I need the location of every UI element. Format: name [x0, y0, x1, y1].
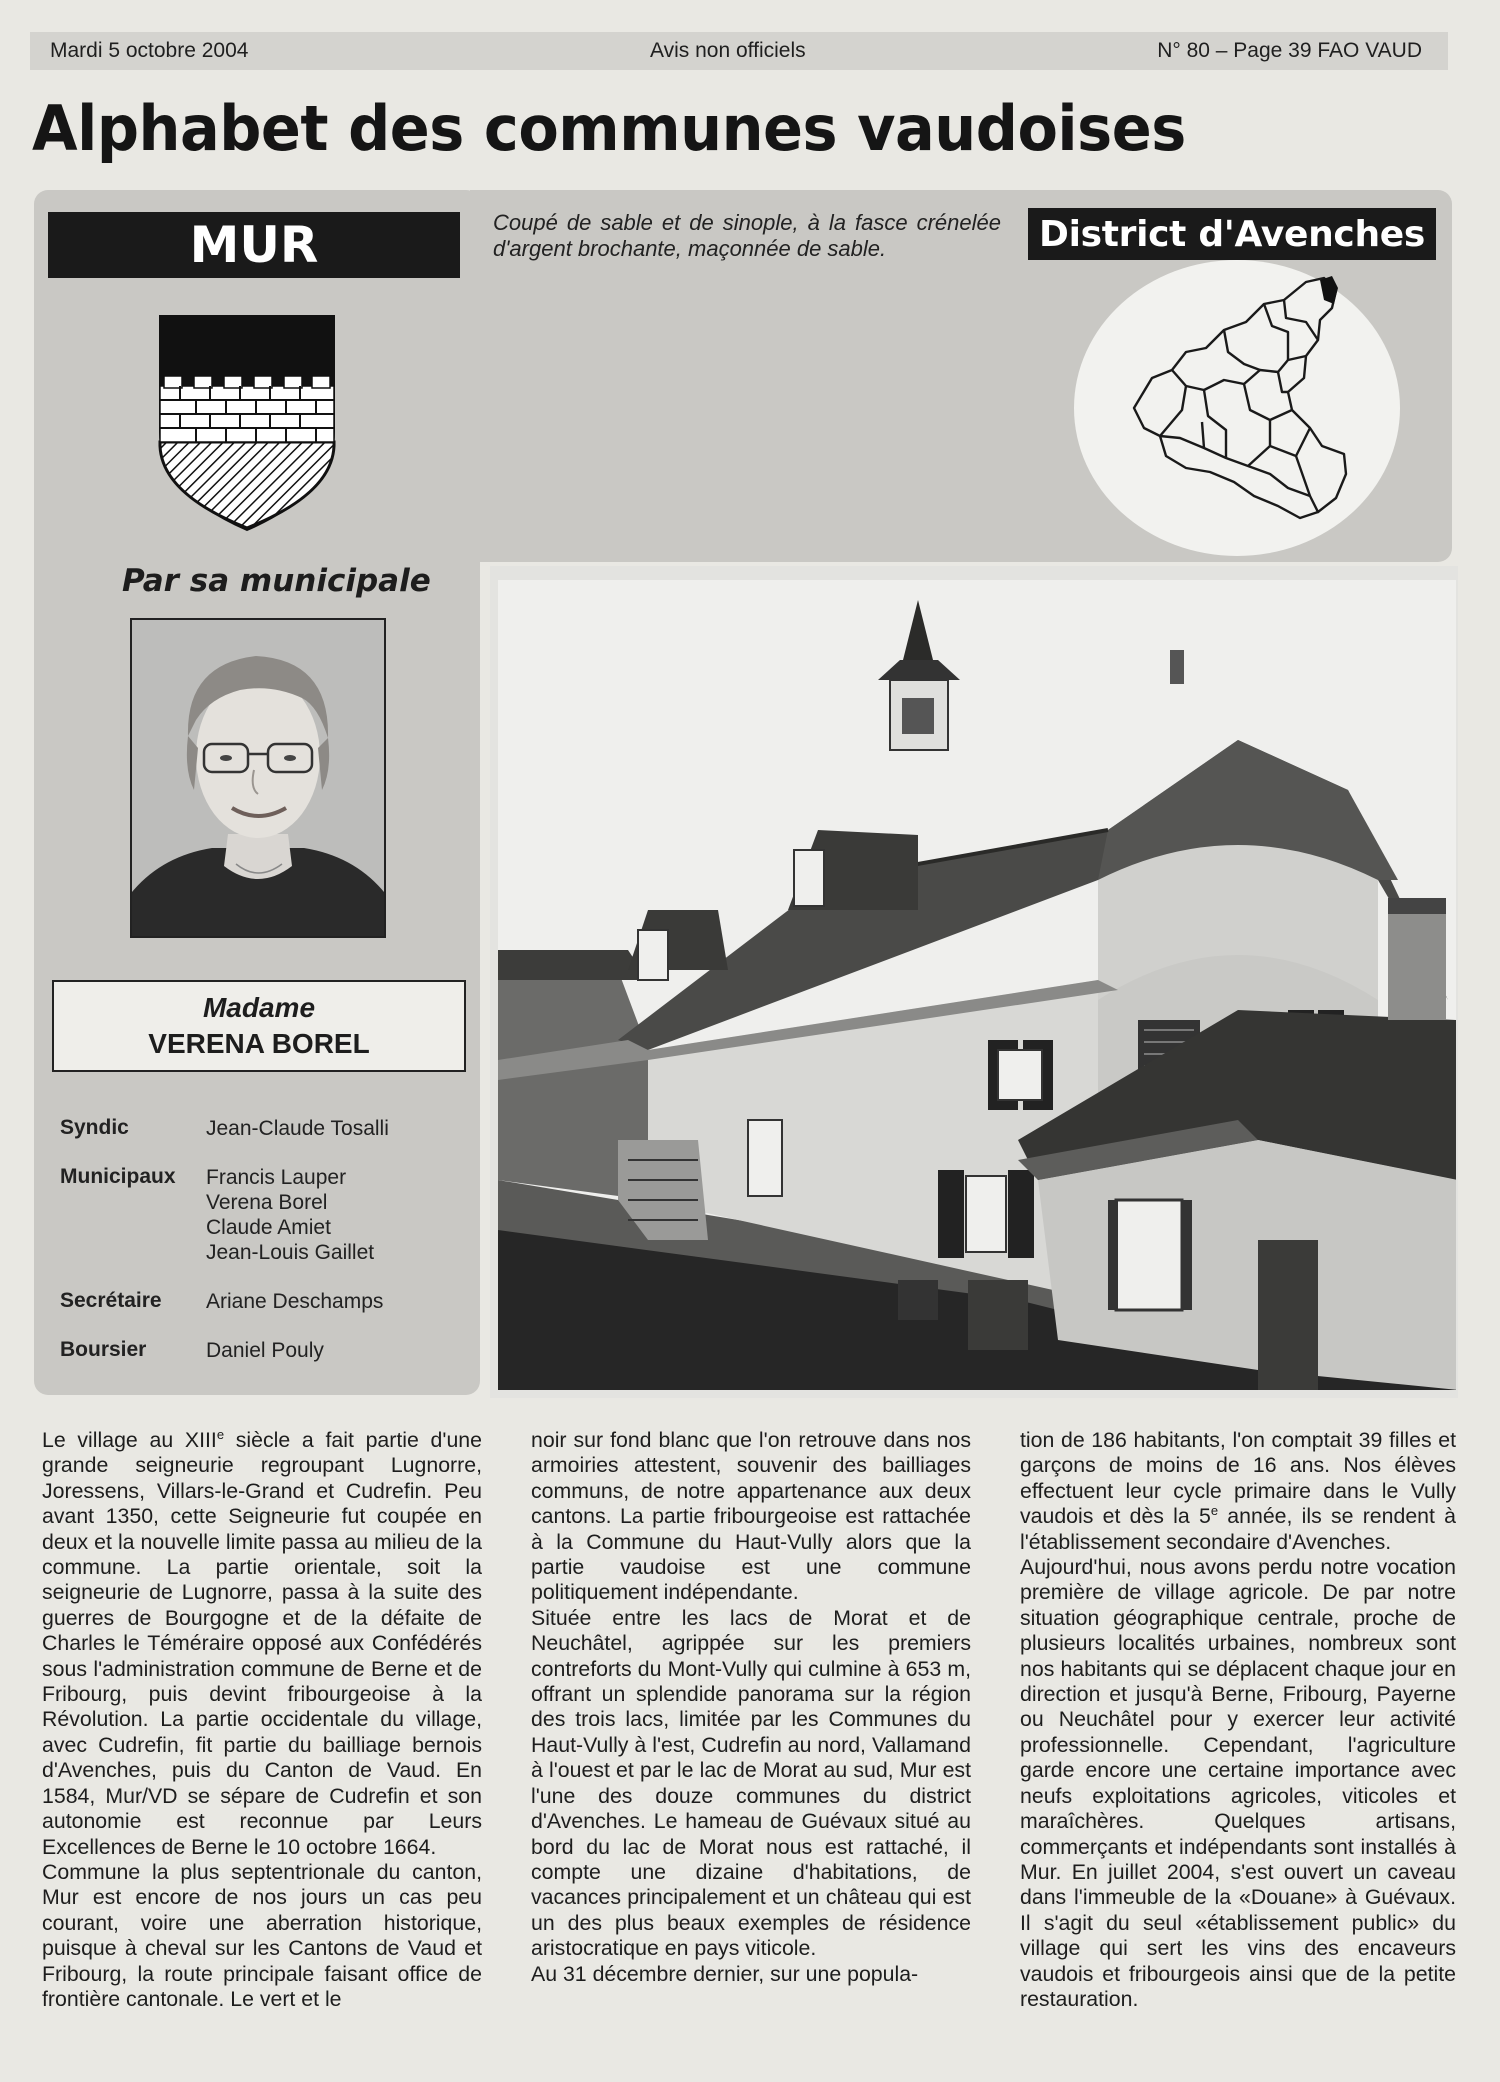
article-column-1 [42, 1428, 482, 2012]
role-boursier [60, 1338, 470, 1363]
role-label: Municipaux [60, 1165, 176, 1188]
blazon-text: Coupé de sable et de sinople, à la fasce crénelée d'argent brochante, maçonnée de sable. [493, 210, 1001, 261]
header-bar [30, 32, 1448, 70]
portrait-photo [130, 618, 386, 938]
article-paragraph: noir sur fond blanc que l'on retrouve dans nos armoiries attestent, souvenir des bailliages communs, de notre appartenance aux deux cantons. La partie fribourgeoise est rattachée à la Commune du Haut-Vully alors que la partie vaudoise est une commune politiquement indépendante. [531, 1428, 971, 1605]
article-paragraph: Le village au XIIIe siècle a fait partie d'une grande seigneurie regroupant Lugnorre, Joressens, Villars-le-Grand et Cudrefin. Peu avant 1350, cette Seigneurie fut coupée en deux et la nouvelle limite passa au milieu de la commune. La partie orientale, soit la seigneurie de Lugnorre, passa à la suite des guerres de Bourgogne et de la défaite de Charles le Téméraire opposé aux Confédérés sous l'administration commune de Berne et de Fribourg, puis devint fribourgeoise à la Révolution. La partie occidentale du village, avec Cudrefin, fit partie du bailliage bernois d'Avenches, puis du Canton de Vaud. En 1584, Mur/VD se sépare de Cudrefin et son autonomie est reconnue par Leurs Excellences de Berne le 10 octobre 1664. [42, 1426, 482, 1859]
woman-portrait-icon [132, 620, 384, 936]
issue-date: Mardi 5 octobre 2004 [50, 39, 249, 62]
role-name: Verena Borel [206, 1191, 328, 1214]
section-label: Avis non officiels [650, 39, 806, 62]
role-label: Syndic [60, 1116, 129, 1139]
coat-of-arms-icon [158, 314, 336, 532]
article-paragraph: Commune la plus septentrionale du canton, Mur est encore de nos jours un cas peu courant, voire une aberration historique, puisque à cheval sur les Cantons de Vaud et Fribourg, la route principale faisant office de frontière cantonale. Le vert et le [42, 1859, 482, 2011]
name-full: VERENA BOREL [148, 1028, 370, 1059]
page-title: Alphabet des communes vaudoises [32, 92, 1186, 165]
role-name: Ariane Deschamps [206, 1290, 384, 1313]
role-label: Boursier [60, 1338, 147, 1361]
district-map-icon [1074, 260, 1400, 556]
role-municipaux [60, 1165, 470, 1265]
role-name: Claude Amiet [206, 1216, 331, 1239]
article-paragraph: Située entre les lacs de Morat et de Neuchâtel, agrippée sur les premiers contreforts du Mont-Vully qui culmine à 653 m, offrant un splendide panorama sur la région des trois lacs, limitée par les Communes du Haut-Vully à l'est, Cudrefin au nord, Vallamand à l'ouest et par le lac de Morat au sud, Mur est l'une des douze communes du district d'Avenches. Le hameau de Guévaux situé au bord du lac de Morat nous est rattaché, il compte une dizaine d'habitations, de vacances principalement et un château qui est un des plus beaux exemples de résidence aristocratique en pays viticole. [531, 1605, 971, 1961]
commune-name: MUR [48, 212, 460, 278]
role-name: Jean-Louis Gaillet [206, 1241, 375, 1264]
role-label: Secrétaire [60, 1289, 162, 1312]
roles-list [60, 1116, 470, 1387]
article-paragraph: Au 31 décembre dernier, sur une popula- [531, 1961, 919, 1986]
page-number: N° 80 – Page 39 FAO VAUD [1157, 39, 1422, 62]
role-secretaire [60, 1289, 470, 1314]
district-title: District d'Avenches [1028, 208, 1436, 260]
article-paragraph: tion de 186 habitants, l'on comptait 39 filles et garçons de moins de 16 ans. Nos élèves effectuent leur cycle primaire dans le Vully vaudois et dès la 5e année, ils se rendent à l'établissement secondaire d'Avenches. [1020, 1428, 1457, 1554]
municipal-name-box [52, 980, 466, 1072]
role-syndic [60, 1116, 470, 1141]
article-column-3 [1020, 1428, 1456, 2012]
role-name: Francis Lauper [206, 1166, 347, 1189]
village-house-photo [498, 580, 1456, 1390]
district-map [1074, 260, 1400, 556]
portrait-caption: Par sa municipale [122, 563, 431, 599]
role-name: Daniel Pouly [206, 1339, 324, 1362]
name-title: Madame [202, 992, 316, 1023]
article-paragraph: Aujourd'hui, nous avons perdu notre vocation première de village agricole. De par notre situation géographique centrale, proche de plusieurs localités urbaines, nombreux sont nos habitants qui se déplacent chaque jour en direction et jusqu'à Berne, Fribourg, Payerne ou Neuchâtel pour y exercer leur activité professionnelle. Cependant, l'agriculture garde encore une certaine importance avec neufs exploitations agricoles, viticoles et maraîchères. Quelques artisans, commerçants et indépendants sont installés à Mur. En juillet 2004, s'est ouvert un caveau dans l'immeuble de la «Douane» à Guévaux. Il s'agit du seul «établissement public» du village qui sert les vins des encaveurs vaudois et fribourgeois ainsi que de la petite restauration. [1020, 1555, 1456, 2011]
role-name: Jean-Claude Tosalli [206, 1117, 389, 1140]
article-column-2 [531, 1428, 971, 1987]
